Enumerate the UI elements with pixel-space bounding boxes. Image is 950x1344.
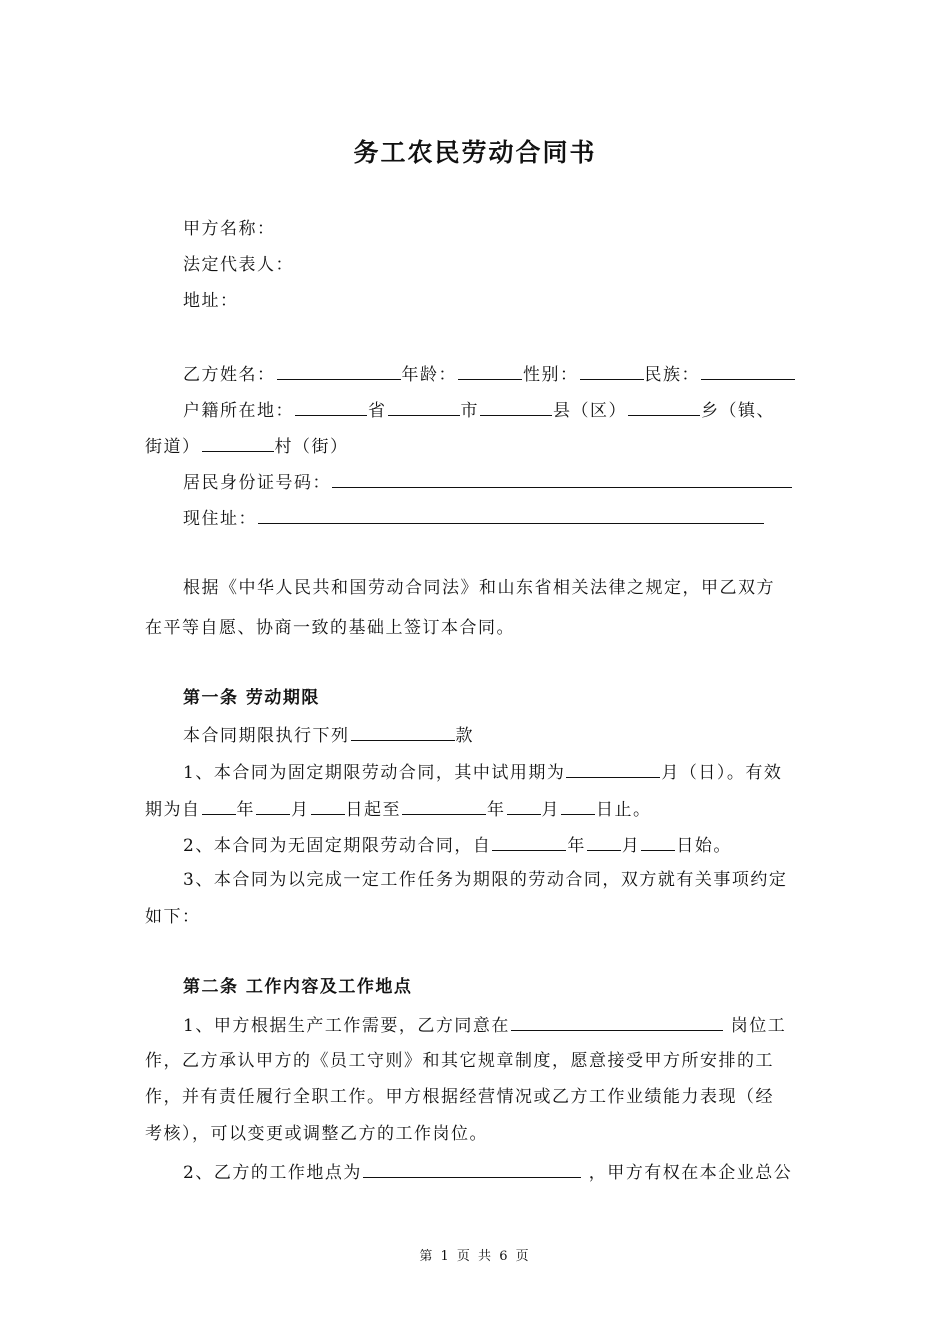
period-from-label: 期为自 [145,800,201,820]
hukou-row [183,398,775,422]
id-row [183,470,793,494]
article-2-p1-line-2: 作，乙方承认甲方的《员工守则》和其它规章制度，愿意接受甲方所安排的工 [145,1051,774,1071]
month-label: 月 [291,800,310,820]
article-2-p1-line-4: 考核），可以变更或调整乙方的工作岗位。 [145,1124,488,1144]
street-label: 街道） [145,437,201,457]
county-label: 县（区） [553,401,627,421]
party-a-rep-label: 法定代表人： [183,255,294,275]
party-a-name-label: 甲方名称： [183,219,276,239]
article-1-item-3-cont: 如下： [145,907,201,927]
intro-suffix: 款 [455,726,474,746]
gender-blank[interactable] [580,362,644,380]
start-year-blank[interactable] [492,833,566,851]
page-footer: 第 1 页 共 6 页 [419,1249,531,1264]
p2-text: 2、乙方的工作地点为 [183,1163,362,1183]
to-year-blank[interactable] [402,797,486,815]
article-1-heading: 第一条 劳动期限 [183,688,320,708]
article-2-p1 [183,1013,786,1037]
party-a-address-label: 地址： [183,291,239,311]
to-day-blank[interactable] [561,797,595,815]
preamble-line-2: 在平等自愿、协商一致的基础上签订本合同。 [145,618,515,638]
age-label: 年龄： [401,365,457,385]
city-blank[interactable] [388,398,460,416]
current-address-label: 现住址： [183,509,257,529]
article-1-item-2 [183,833,732,857]
article-1-intro [183,723,474,747]
year-label: 年 [567,836,586,856]
party-b-name-label: 乙方姓名： [183,365,276,385]
article-1-item-1 [183,760,782,784]
p1-suffix: 岗位工 [730,1016,787,1036]
ethnicity-blank[interactable] [701,362,795,380]
p2-suffix: ，甲方有权在本企业总公 [588,1163,793,1183]
village-blank[interactable] [202,434,274,452]
start-day-blank[interactable] [641,833,675,851]
item1-suffix: 月（日）。有效 [661,763,783,783]
hukou-label: 户籍所在地： [183,401,294,421]
ethnicity-label: 民族： [644,365,700,385]
township-blank[interactable] [628,398,700,416]
year-label: 年 [487,800,506,820]
day-start-label: 日始。 [676,836,732,856]
province-blank[interactable] [295,398,367,416]
current-address-row [183,506,765,530]
name-blank[interactable] [277,362,401,380]
day-end-label: 日止。 [596,800,652,820]
work-location-blank[interactable] [363,1160,581,1178]
start-month-blank[interactable] [587,833,621,851]
to-month-blank[interactable] [507,797,541,815]
article-1-item-1-dates [145,797,652,821]
id-label: 居民身份证号码： [183,473,331,493]
township-label: 乡（镇、 [701,401,775,421]
province-label: 省 [368,401,387,421]
article-2-p2 [183,1160,792,1184]
item1-text: 1、本合同为固定期限劳动合同，其中试用期为 [183,763,566,783]
clause-blank[interactable] [351,723,455,741]
current-address-blank[interactable] [258,506,764,524]
preamble-line-1: 根据《中华人民共和国劳动合同法》和山东省相关法律之规定，甲乙双方 [183,578,775,598]
item2-text: 2、本合同为无固定期限劳动合同，自 [183,836,492,856]
article-1-item-3: 3、本合同为以完成一定工作任务为期限的劳动合同，双方就有关事项约定 [183,870,788,890]
month-label: 月 [541,800,560,820]
county-blank[interactable] [480,398,552,416]
age-blank[interactable] [458,362,522,380]
month-label: 月 [621,836,641,856]
village-label: 村（街） [274,437,349,457]
id-blank[interactable] [332,470,792,488]
year-label: 年 [236,800,255,820]
gender-label: 性别： [523,365,579,385]
post-blank[interactable] [511,1013,723,1031]
p1-text: 1、甲方根据生产工作需要，乙方同意在 [183,1016,510,1036]
village-row [145,434,349,458]
article-2-p1-line-3: 作，并有责任履行全职工作。甲方根据经营情况或乙方工作业绩能力表现（经 [145,1087,774,1107]
party-b-info-row [183,362,796,386]
from-year-blank[interactable] [202,797,236,815]
city-label: 市 [460,401,479,421]
day-from-label: 日起至 [345,800,401,820]
intro-text: 本合同期限执行下列 [183,726,350,746]
page-title: 务工农民劳动合同书 [353,138,597,167]
probation-blank[interactable] [566,760,660,778]
article-2-heading: 第二条 工作内容及工作地点 [183,977,413,997]
from-day-blank[interactable] [311,797,345,815]
from-month-blank[interactable] [256,797,290,815]
